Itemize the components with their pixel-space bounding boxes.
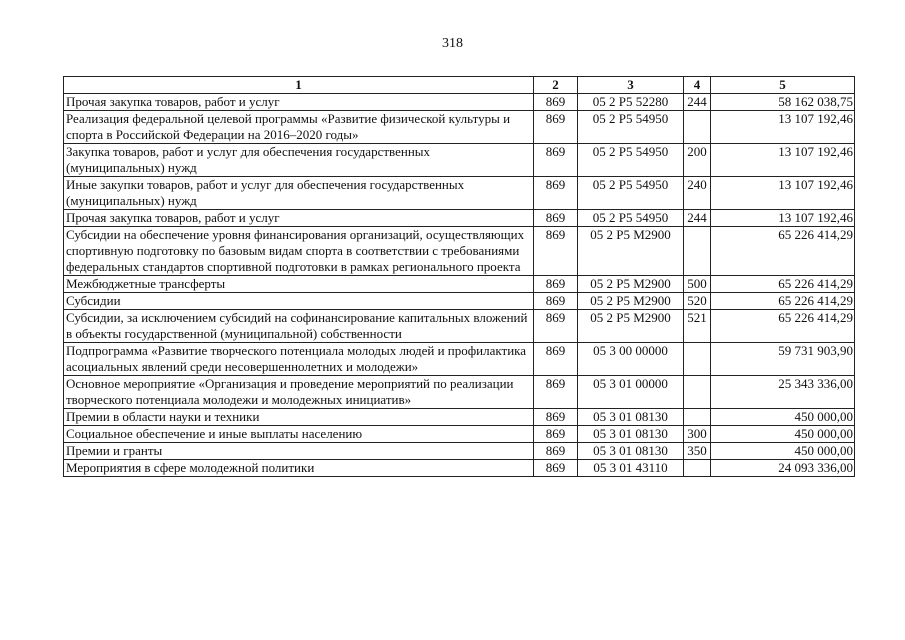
- row-amount: 450 000,00: [711, 409, 855, 426]
- row-target-article: 05 2 P5 54950: [578, 144, 684, 177]
- table-row: [64, 94, 855, 111]
- header-col-5: 5: [711, 77, 855, 94]
- header-col-1: 1: [64, 77, 534, 94]
- row-ved-code: 869: [534, 460, 578, 477]
- row-ved-code: 869: [534, 210, 578, 227]
- budget-table: [63, 76, 855, 477]
- row-ved-code: 869: [534, 343, 578, 376]
- row-amount: 24 093 336,00: [711, 460, 855, 477]
- row-amount: 13 107 192,46: [711, 111, 855, 144]
- row-ved-code: 869: [534, 409, 578, 426]
- header-col-3: 3: [578, 77, 684, 94]
- row-amount: 13 107 192,46: [711, 210, 855, 227]
- row-name: Основное мероприятие «Организация и проведение мероприятий по реализации творческого потенциала молодежи и молодежных инициатив»: [64, 376, 534, 409]
- row-expense-type: 200: [684, 144, 711, 177]
- row-target-article: 05 3 00 00000: [578, 343, 684, 376]
- row-target-article: 05 2 P5 M2900: [578, 227, 684, 276]
- row-name: Субсидии на обеспечение уровня финансирования организаций, осуществляющих спортивную подготовку по базовым видам спорта в соответствии с требованиями федеральных стандартов спортивной подготовки в рамках регионального проекта: [64, 227, 534, 276]
- table-row: [64, 293, 855, 310]
- row-amount: 65 226 414,29: [711, 310, 855, 343]
- row-target-article: 05 3 01 00000: [578, 376, 684, 409]
- row-name: Премии в области науки и техники: [64, 409, 534, 426]
- row-expense-type: 244: [684, 94, 711, 111]
- row-name: Прочая закупка товаров, работ и услуг: [64, 210, 534, 227]
- table-row: [64, 227, 855, 276]
- row-target-article: 05 3 01 08130: [578, 409, 684, 426]
- row-name: Субсидии, за исключением субсидий на софинансирование капитальных вложений в объекты государственной (муниципальной) собственности: [64, 310, 534, 343]
- row-amount: 13 107 192,46: [711, 144, 855, 177]
- row-ved-code: 869: [534, 426, 578, 443]
- table-row: [64, 310, 855, 343]
- row-target-article: 05 2 P5 M2900: [578, 293, 684, 310]
- table-row: [64, 210, 855, 227]
- row-amount: 65 226 414,29: [711, 227, 855, 276]
- row-amount: 65 226 414,29: [711, 276, 855, 293]
- table-row: [64, 460, 855, 477]
- row-expense-type: 244: [684, 210, 711, 227]
- row-ved-code: 869: [534, 144, 578, 177]
- row-target-article: 05 3 01 43110: [578, 460, 684, 477]
- row-amount: 13 107 192,46: [711, 177, 855, 210]
- row-name: Закупка товаров, работ и услуг для обеспечения государственных (муниципальных) нужд: [64, 144, 534, 177]
- table-row: [64, 409, 855, 426]
- row-ved-code: 869: [534, 276, 578, 293]
- row-ved-code: 869: [534, 443, 578, 460]
- row-name: Субсидии: [64, 293, 534, 310]
- table-body: [64, 94, 855, 477]
- table-row: [64, 111, 855, 144]
- row-target-article: 05 2 P5 M2900: [578, 310, 684, 343]
- row-name: Премии и гранты: [64, 443, 534, 460]
- row-expense-type: 240: [684, 177, 711, 210]
- row-ved-code: 869: [534, 310, 578, 343]
- row-expense-type: 520: [684, 293, 711, 310]
- row-amount: 59 731 903,90: [711, 343, 855, 376]
- row-ved-code: 869: [534, 293, 578, 310]
- header-col-4: 4: [684, 77, 711, 94]
- table-row: [64, 443, 855, 460]
- row-amount: 65 226 414,29: [711, 293, 855, 310]
- row-name: Мероприятия в сфере молодежной политики: [64, 460, 534, 477]
- row-amount: 58 162 038,75: [711, 94, 855, 111]
- row-name: Межбюджетные трансферты: [64, 276, 534, 293]
- table-row: [64, 376, 855, 409]
- row-expense-type: [684, 343, 711, 376]
- row-amount: 25 343 336,00: [711, 376, 855, 409]
- row-amount: 450 000,00: [711, 443, 855, 460]
- table-row: [64, 177, 855, 210]
- row-target-article: 05 3 01 08130: [578, 443, 684, 460]
- row-target-article: 05 2 P5 54950: [578, 210, 684, 227]
- row-expense-type: 500: [684, 276, 711, 293]
- row-target-article: 05 3 01 08130: [578, 426, 684, 443]
- table-row: [64, 144, 855, 177]
- row-name: Социальное обеспечение и иные выплаты населению: [64, 426, 534, 443]
- row-expense-type: [684, 409, 711, 426]
- table-row: [64, 343, 855, 376]
- row-ved-code: 869: [534, 111, 578, 144]
- row-name: Прочая закупка товаров, работ и услуг: [64, 94, 534, 111]
- row-expense-type: 300: [684, 426, 711, 443]
- table-row: [64, 426, 855, 443]
- header-col-2: 2: [534, 77, 578, 94]
- row-expense-type: [684, 460, 711, 477]
- header-row: [64, 77, 855, 94]
- row-name: Реализация федеральной целевой программы «Развитие физической культуры и спорта в Российской Федерации на 2016–2020 годы»: [64, 111, 534, 144]
- row-name: Подпрограмма «Развитие творческого потенциала молодых людей и профилактика асоциальных явлений среди несовершеннолетних и молодежи»: [64, 343, 534, 376]
- row-target-article: 05 2 P5 54950: [578, 111, 684, 144]
- table-row: [64, 276, 855, 293]
- row-target-article: 05 2 P5 54950: [578, 177, 684, 210]
- row-ved-code: 869: [534, 94, 578, 111]
- page-number: 318: [442, 36, 463, 51]
- row-expense-type: [684, 111, 711, 144]
- row-expense-type: [684, 227, 711, 276]
- row-ved-code: 869: [534, 227, 578, 276]
- row-ved-code: 869: [534, 177, 578, 210]
- row-expense-type: 350: [684, 443, 711, 460]
- row-amount: 450 000,00: [711, 426, 855, 443]
- row-expense-type: 521: [684, 310, 711, 343]
- row-expense-type: [684, 376, 711, 409]
- row-target-article: 05 2 P5 52280: [578, 94, 684, 111]
- row-ved-code: 869: [534, 376, 578, 409]
- row-name: Иные закупки товаров, работ и услуг для обеспечения государственных (муниципальных) нужд: [64, 177, 534, 210]
- row-target-article: 05 2 P5 M2900: [578, 276, 684, 293]
